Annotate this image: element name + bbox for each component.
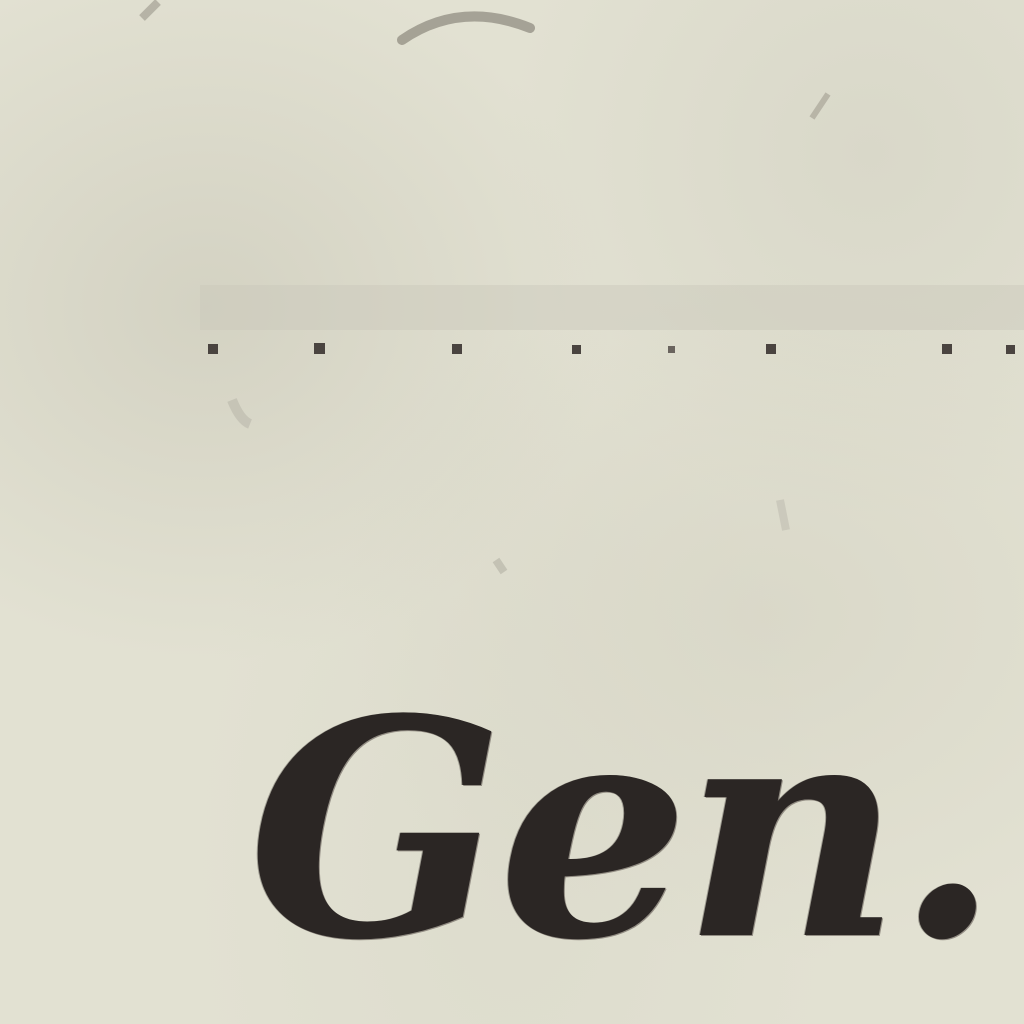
faded-spot <box>496 560 504 572</box>
faded-stroke-mark <box>142 2 158 18</box>
faded-tick-mark <box>812 94 828 118</box>
leader-dot <box>452 344 462 354</box>
leader-dot <box>208 344 218 354</box>
leader-dot <box>1006 345 1015 354</box>
leader-dot <box>668 346 675 353</box>
faded-spot <box>780 500 786 530</box>
dot-leader <box>200 340 1024 360</box>
leader-dot <box>942 344 952 354</box>
faded-spot <box>232 400 250 424</box>
faded-band <box>200 285 1024 330</box>
leader-dot <box>572 345 581 354</box>
leader-dot <box>314 343 325 354</box>
leader-dot <box>766 344 776 354</box>
faded-arc-mark <box>402 16 530 40</box>
abbreviation-text: Gen. <box>248 653 994 1006</box>
